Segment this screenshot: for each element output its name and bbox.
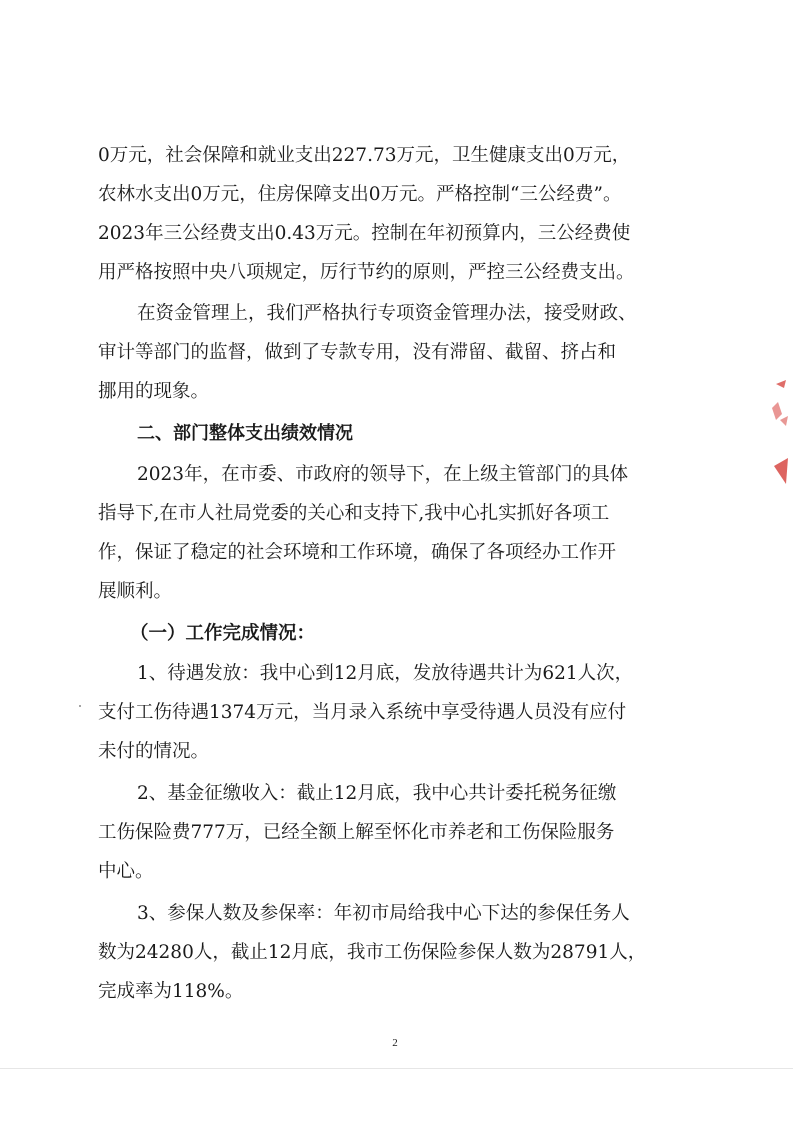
- subsection-heading: （一）工作完成情况：: [130, 623, 316, 644]
- scan-edge-line: [0, 1068, 793, 1069]
- body-line: 支付工伤待遇1374万元，当月录入系统中享受待遇人员没有应付: [98, 702, 627, 723]
- body-line: 在资金管理上，我们严格执行专项资金管理办法，接受财政、: [137, 303, 637, 324]
- body-line: 用严格按照中央八项规定，厉行节约的原则，严控三公经费支出。: [98, 262, 635, 283]
- body-line: 工伤保险费777万，已经全额上解至怀化市养老和工伤保险服务: [98, 822, 615, 843]
- body-line: 3、参保人数及参保率：年初市局给我中心下达的参保任务人: [137, 903, 630, 924]
- body-line: 作，保证了稳定的社会环境和工作环境，确保了各项经办工作开: [98, 542, 617, 563]
- page-number: 2: [392, 1037, 398, 1049]
- body-line: 2023年，在市委、市政府的领导下，在上级主管部门的具体: [137, 464, 629, 485]
- section-heading: 二、部门整体支出绩效情况: [137, 423, 353, 444]
- body-line: 0万元，社会保障和就业支出227.73万元，卫生健康支出0万元，: [98, 145, 631, 166]
- body-line: 数为24280人，截止12月底，我市工伤保险参保人数为28791人，: [98, 942, 647, 963]
- body-line: 2023年三公经费支出0.43万元。控制在年初预算内，三公经费使: [98, 223, 631, 244]
- body-line: 农林水支出0万元，住房保障支出0万元。严格控制“三公经费”。: [98, 184, 622, 205]
- body-line: 展顺利。: [98, 581, 173, 602]
- body-line: 完成率为118%。: [98, 981, 244, 1002]
- body-line: 审计等部门的监督，做到了专款专用，没有滞留、截留、挤占和: [98, 342, 617, 363]
- body-line: 1、待遇发放：我中心到12月底，发放待遇共计为621人次，: [137, 663, 634, 684]
- body-line: 中心。: [98, 861, 154, 882]
- body-line: 2、基金征缴收入：截止12月底，我中心共计委托税务征缴: [137, 783, 617, 804]
- body-line: 未付的情况。: [98, 741, 210, 762]
- body-line: 指导下,在市人社局党委的关心和支持下,我中心扎实抓好各项工: [98, 503, 610, 524]
- seal-fragment-icon: [764, 380, 793, 490]
- scan-dot: [79, 705, 81, 707]
- body-line: 挪用的现象。: [98, 381, 210, 402]
